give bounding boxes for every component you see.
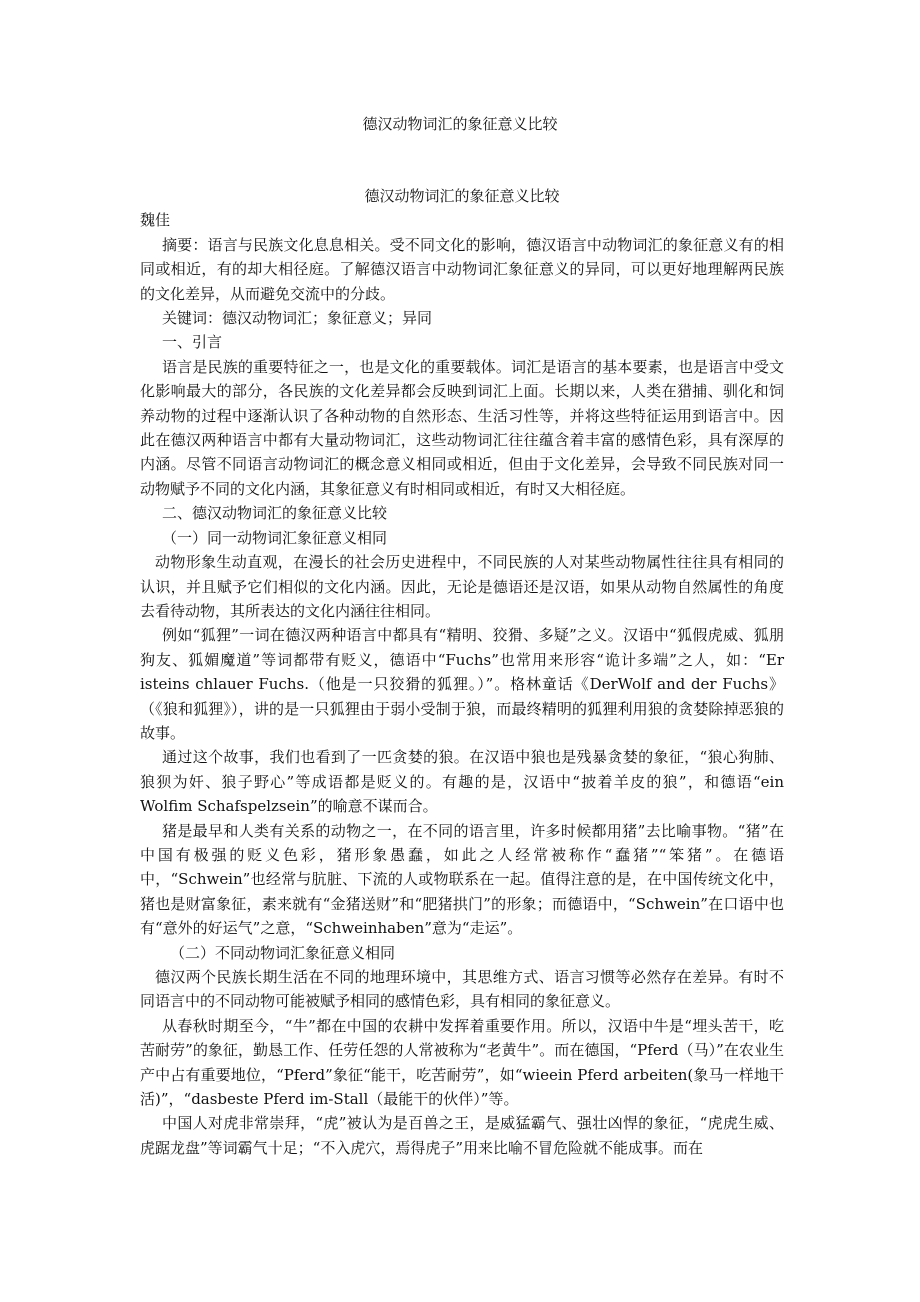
paragraph-animal-image: 动物形象生动直观，在漫长的社会历史进程中，不同民族的人对某些动物属性往往具有相同的认识，并且赋予它们相似的文化内涵。因此，无论是德语还是汉语，如果从动物自然属性的角度去看待动物，其所表达的文化内涵往往相同。 [140,553,784,620]
abstract-paragraph: 摘要：语言与民族文化息息相关。受不同文化的影响，德汉语言中动物词汇的象征意义有的相同或相近，有的却大相径庭。了解德汉语言中动物词汇象征意义的异同，可以更好地理解两民族的文化差异，从而避免交流中的分歧。 [140,235,784,303]
paragraph-pig: 猪是最早和人类有关系的动物之一，在不同的语言里，许多时候都用猪”去比喻事物。“猪”在中国有极强的贬义色彩，猪形象愚蠢，如此之人经常被称作“蠢猪”“笨猪”。在德语中，“Schwein”也经常与肮脏、下流的人或物联系在一起。值得注意的是，在中国传统文化中，猪也是财富象征，素来就有“金猪送财”和“肥猪拱门”的形象；而德语中，“Schwein”在口语中也有“意外的好运气”之意，“Schweinhaben”意为“走运”。 [140,821,784,938]
paragraph-geography: 德汉两个民族长期生活在不同的地理环境中，其思维方式、语言习惯等必然存在差异。有时不同语言中的不同动物可能被赋予相同的感情色彩，具有相同的象征意义。 [140,968,784,1011]
paragraph-tiger: 中国人对虎非常崇拜，“虎”被认为是百兽之王，是威猛霸气、强壮凶悍的象征，“虎虎生威、虎踞龙盘”等词霸气十足；“不入虎穴，焉得虎子”用来比喻不冒危险就不能成事。而在 [140,1114,784,1157]
section-heading-comparison: 二、德汉动物词汇的象征意义比较 [162,504,388,523]
section-heading-introduction: 一、引言 [162,333,223,352]
keywords-line: 关键词：德汉动物词汇；象征意义；异同 [162,309,433,328]
document-title: 德汉动物词汇的象征意义比较 [364,187,560,205]
subsection-heading-same-animal: （一）同一动物词汇象征意义相同 [162,528,388,547]
paragraph-ox-horse: 从春秋时期至今，“牛”都在中国的农耕中发挥着重要作用。所以，汉语中牛是“埋头苦干，吃苦耐劳”的象征，勤恳工作、任劳任怨的人常被称为“老黄牛”。而在德国，“Pferd（马）”在农业生产中占有重要地位，“Pferd”象征“能干，吃苦耐劳”，如“wieein Pferd arbeiten(象马一样地干活)”，“dasbeste Pferd im-Stall（最能干的伙伴）”等。 [140,1016,784,1109]
page-header-title: 德汉动物词汇的象征意义比较 [362,115,558,133]
subsection-heading-different-animals: （二）不同动物词汇象征意义相同 [170,943,396,962]
paragraph-fox: 例如“狐狸”一词在德汉两种语言中都具有“精明、狡猾、多疑”之义。汉语中“狐假虎威、狐朋狗友、狐媚魔道”等词都带有贬义，德语中“Fuchs”也常用来形容“诡计多端”之人，如：“Er isteins chlauer Fuchs.（他是一只狡猾的狐狸。）”。格林童话《DerWolf and der Fuchs》（《狼和狐狸》），讲的是一只狐狸由于弱小受制于狼，而最终精明的狐狸利用狼的贪婪除掉恶狼的故事。 [140,626,784,742]
document-body [140,184,784,1160]
author-name: 魏佳 [140,211,171,230]
paragraph-wolf: 通过这个故事，我们也看到了一匹贪婪的狼。在汉语中狼也是残暴贪婪的象征，“狼心狗肺、狼狈为奸、狼子野心”等成语都是贬义的。有趣的是，汉语中“披着羊皮的狼”，和德语“ein Wolfim Schafspelzsein”的喻意不谋而合。 [140,748,784,816]
introduction-paragraph: 语言是民族的重要特征之一，也是文化的重要载体。词汇是语言的基本要素，也是语言中受文化影响最大的部分，各民族的文化差异都会反映到词汇上面。长期以来，人类在猎捕、驯化和饲养动物的过程中逐渐认识了各种动物的自然形态、生活习性等，并将这些特征运用到语言中。因此在德汉两种语言中都有大量动物词汇，这些动物词汇往往蕴含着丰富的感情色彩，具有深厚的内涵。尽管不同语言动物词汇的概念意义相同或相近，但由于文化差异，会导致不同民族对同一动物赋予不同的文化内涵，其象征意义有时相同或相近，有时又大相径庭。 [140,357,784,498]
